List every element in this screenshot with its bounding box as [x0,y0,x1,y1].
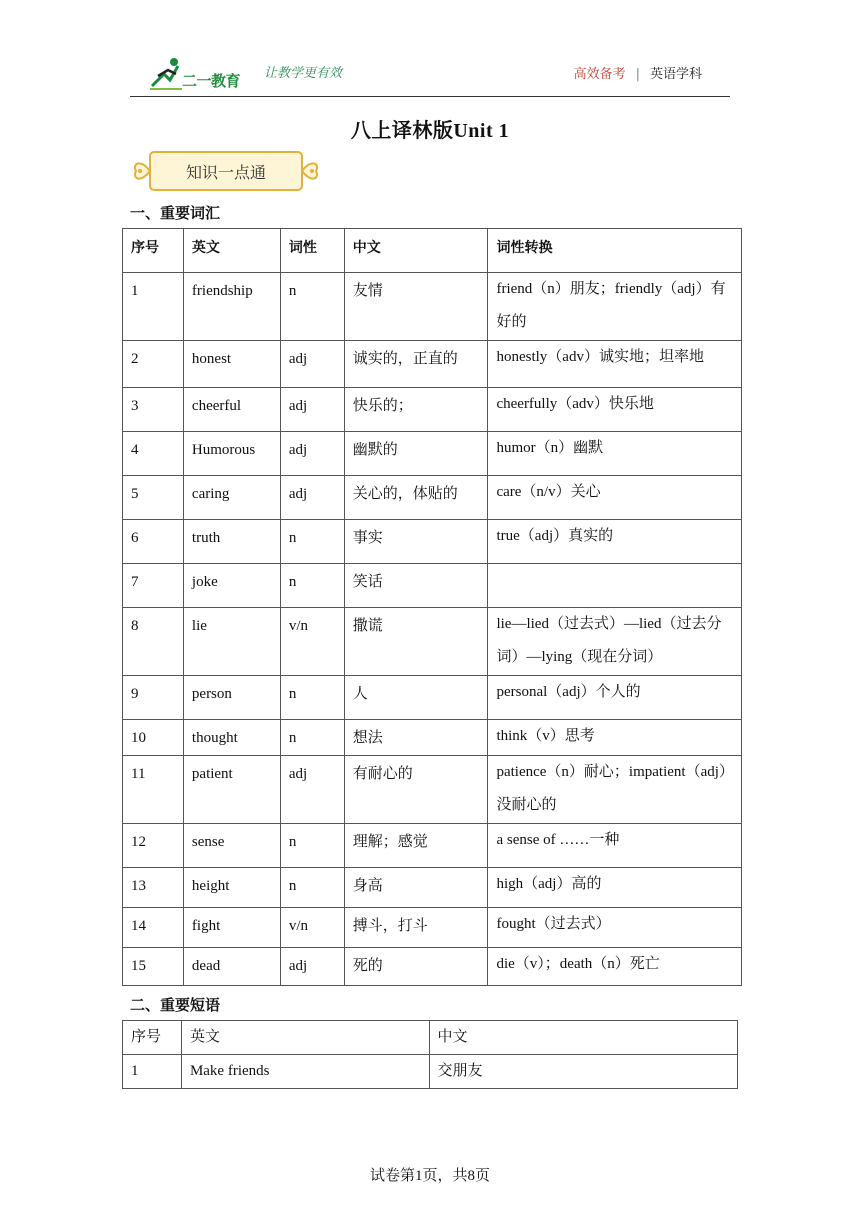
cell-pos: n [280,564,344,608]
cell-chinese: 交朋友 [429,1055,737,1089]
cell-conversion: high（adj）高的 [488,868,742,908]
cell-english: Humorous [183,432,280,476]
cell-index: 1 [123,273,184,341]
cell-english: caring [183,476,280,520]
cell-chinese: 友情 [344,273,488,341]
cell-english: height [183,868,280,908]
section-badge [128,148,324,194]
table-row [123,824,742,868]
cell-conversion: cheerfully（adv）快乐地 [488,388,742,432]
badge-label: 知识一点通 [185,163,266,182]
table-row [123,1055,738,1089]
cell-conversion: die（v）；death（n）死亡 [488,948,742,986]
header-tag-subject: 英语学科 [649,67,702,82]
cell-pos: n [280,520,344,564]
cell-chinese: 搏斗，打斗 [344,908,488,948]
cell-index: 7 [123,564,184,608]
cell-chinese: 事实 [344,520,488,564]
slogan: 让教学更有效 [264,66,343,81]
cell-pos: n [280,273,344,341]
cell-chinese: 诚实的，正直的 [344,341,488,388]
cell-index: 8 [123,608,184,676]
col-header-english: 英文 [181,1021,429,1055]
cell-index: 2 [123,341,184,388]
cell-conversion: friend（n）朋友；friendly（adj）有好的 [488,273,742,341]
document-title: 八上译林版Unit 1 [350,120,510,142]
cell-index: 10 [123,720,184,756]
phrase-header-row [123,1021,738,1055]
cell-conversion: fought（过去式） [488,908,742,948]
cell-english: lie [183,608,280,676]
cell-index: 6 [123,520,184,564]
table-row [123,608,742,676]
cell-index: 3 [123,388,184,432]
table-row [123,868,742,908]
table-row [123,720,742,756]
cell-conversion: lie—lied（过去式）—lied（过去分词）—lying（现在分词） [488,608,742,676]
cell-index: 4 [123,432,184,476]
cell-pos: n [280,824,344,868]
cell-chinese: 身高 [344,868,488,908]
cell-conversion: a sense of ……一种 [488,824,742,868]
header-separator: | [635,67,640,82]
table-row [123,273,742,341]
cell-english: fight [183,908,280,948]
cell-conversion: honestly（adv）诚实地；坦率地 [488,341,742,388]
col-header-chinese: 中文 [344,229,488,273]
cell-chinese: 理解；感觉 [344,824,488,868]
cell-index: 15 [123,948,184,986]
header-tag-exam: 高效备考 [573,67,626,82]
logo-text: 二一教育 [182,72,241,90]
col-header-chinese: 中文 [429,1021,737,1055]
phrase-table [122,1020,738,1089]
cell-pos: n [280,868,344,908]
table-row [123,676,742,720]
cell-conversion: patience（n）耐心；impatient（adj）没耐心的 [488,756,742,824]
col-header-index: 序号 [123,229,184,273]
cell-pos: n [280,676,344,720]
cell-index: 13 [123,868,184,908]
cell-english: dead [183,948,280,986]
cell-english: cheerful [183,388,280,432]
page-header [130,52,730,97]
table-row [123,948,742,986]
cell-pos: adj [280,756,344,824]
cell-chinese: 有耐心的 [344,756,488,824]
page-footer: 试卷第1页，共8页 [369,1168,490,1184]
cell-chinese: 人 [344,676,488,720]
cell-index: 14 [123,908,184,948]
cell-conversion: think（v）思考 [488,720,742,756]
table-row [123,908,742,948]
cell-english: person [183,676,280,720]
cell-chinese: 幽默的 [344,432,488,476]
table-row [123,388,742,432]
cell-english: sense [183,824,280,868]
table-row [123,756,742,824]
cell-index: 1 [123,1055,182,1089]
col-header-pos: 词性 [280,229,344,273]
col-header-index: 序号 [123,1021,182,1055]
table-row [123,432,742,476]
cell-chinese: 撒谎 [344,608,488,676]
cell-english: honest [183,341,280,388]
cell-pos: adj [280,341,344,388]
cell-english: Make friends [181,1055,429,1089]
cell-pos: n [280,720,344,756]
cell-conversion: humor（n）幽默 [488,432,742,476]
cell-pos: adj [280,476,344,520]
vocab-header-row [123,229,742,273]
table-row [123,520,742,564]
cell-english: truth [183,520,280,564]
table-row [123,476,742,520]
section-phrase-title: 二、重要短语 [130,996,221,1014]
cell-chinese: 想法 [344,720,488,756]
table-row [123,564,742,608]
cell-index: 11 [123,756,184,824]
cell-conversion [488,564,742,608]
cell-index: 12 [123,824,184,868]
table-row [123,341,742,388]
cell-chinese: 关心的，体贴的 [344,476,488,520]
cell-pos: v/n [280,908,344,948]
cell-pos: adj [280,432,344,476]
cell-chinese: 死的 [344,948,488,986]
cell-pos: adj [280,948,344,986]
cell-english: friendship [183,273,280,341]
cell-english: joke [183,564,280,608]
cell-conversion: care（n/v）关心 [488,476,742,520]
col-header-conversion: 词性转换 [488,229,742,273]
cell-index: 5 [123,476,184,520]
cell-conversion: true（adj）真实的 [488,520,742,564]
vocab-table [122,228,742,986]
cell-english: patient [183,756,280,824]
logo [148,56,258,92]
header-tags [574,63,702,82]
cell-conversion: personal（adj）个人的 [488,676,742,720]
cell-pos: v/n [280,608,344,676]
col-header-english: 英文 [183,229,280,273]
cell-english: thought [183,720,280,756]
cell-chinese: 笑话 [344,564,488,608]
cell-chinese: 快乐的； [344,388,488,432]
section-vocab-title: 一、重要词汇 [130,204,221,222]
cell-index: 9 [123,676,184,720]
cell-pos: adj [280,388,344,432]
